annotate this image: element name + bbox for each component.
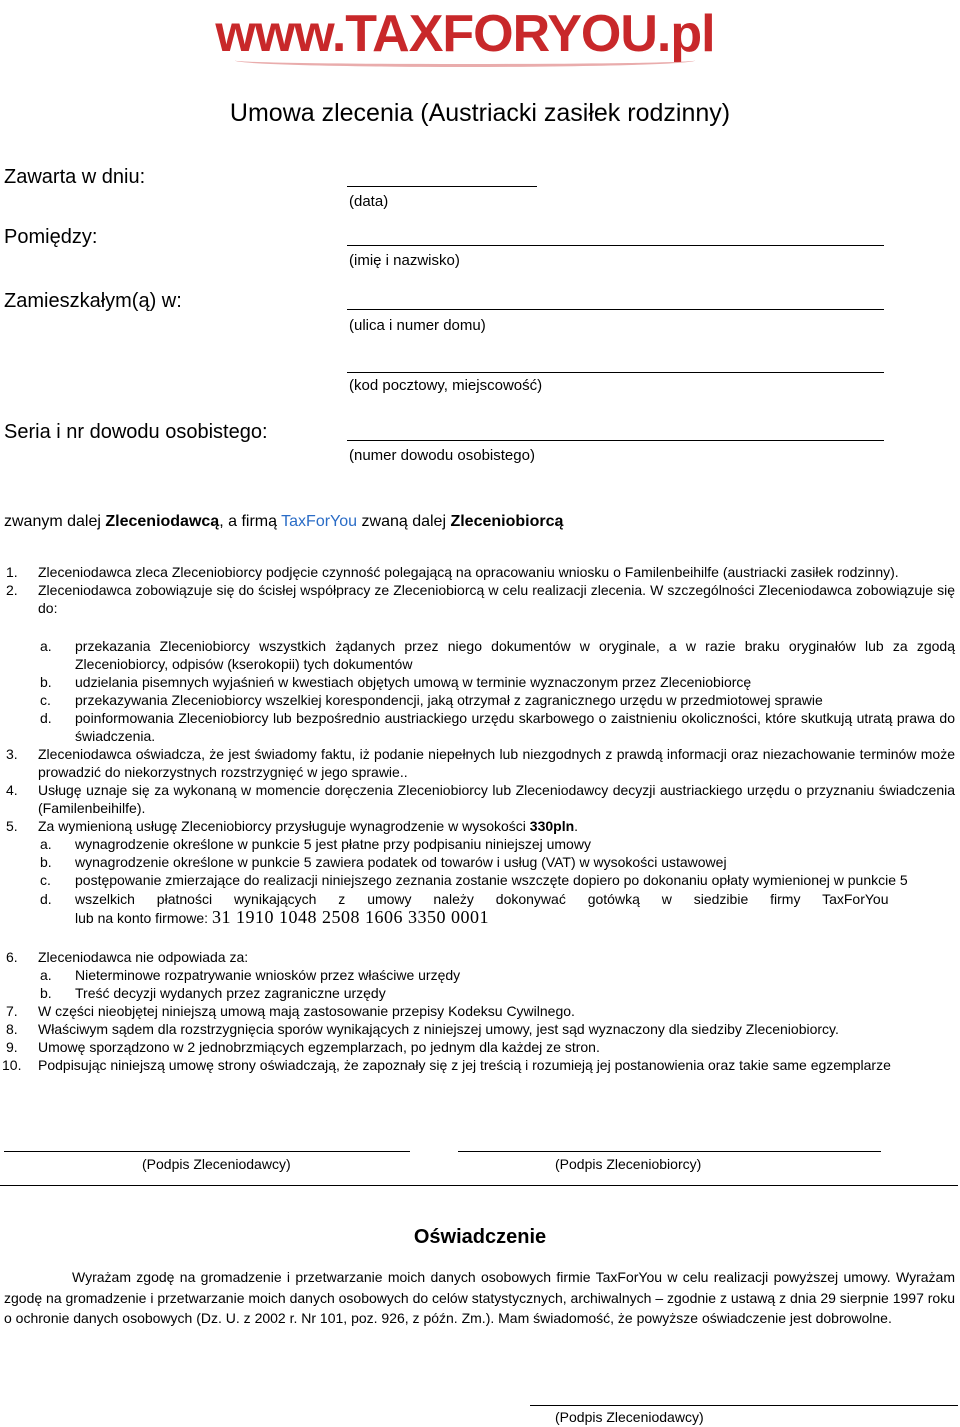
clauses-list-3 [0, 948, 955, 966]
clause-text: Zleceniodawca oświadcza, że jest świadomy faktu, iż podanie niepełnych lub niezgodnych z prawdą informacji oraz niezachowanie terminów może prowadzić do niekorzystnych rozstrzygnięć w jego sprawie.. [38, 746, 955, 780]
address-label: Zamieszkałym(ą) w: [4, 290, 182, 312]
item-letter: a. [40, 638, 52, 654]
document-title: Umowa zlecenia (Austriacki zasiłek rodzinny) [229, 99, 731, 127]
postal-line [347, 372, 884, 373]
clause-7 [0, 1002, 955, 1020]
item-text: przekazania Zleceniobiorcy wszystkich żądanych przez niego dokumentów w oryginale, a w razie braku oryginałów lub za zgodą Zleceniobiorcy, odpisów (kserokopii) tych dokumentów [75, 638, 955, 672]
declaration-text: Wyrażam zgodę na gromadzenie i przetwarzanie moich danych osobowych firmie TaxForYou w celu realizacji powyższej umowy. Wyrażam zgodę na gromadzenie i przetwarzanie moich danych osobowych do celów statystycznych, archiwalnych – zgodnie z ustawą z dnia 29 sierpnie 1997 roku o ochronie danych osobowych (Dz. U. z 2002 r. Nr 101, poz. 926, z późn. Zm.). Mam świadomość, że powyższe oświadczenie jest dobrowolne. [4, 1269, 955, 1326]
intro-text-1: zwanym dalej [4, 513, 106, 530]
clause-number: 5. [6, 818, 18, 834]
principal-signature-label: (Podpis Zleceniodawcy) [142, 1156, 291, 1172]
item-text: przekazywania Zleceniobiorcy wszelkiej korespondencji, jaką otrzymał z zagranicznego urzędu w przedmiotowej sprawie [75, 692, 823, 708]
item-letter: c. [40, 872, 51, 888]
date-hint: (data) [349, 193, 389, 210]
item-text: Treść decyzji wydanych przez zagraniczne urzędy [75, 985, 386, 1001]
item-text: postępowanie zmierzające do realizacji niniejszego zeznania zostanie wszczęte dopiero po dokonaniu opłaty wymienionej w punkcie 5 [75, 872, 908, 888]
clause-10 [0, 1056, 955, 1074]
item-letter: d. [40, 710, 52, 726]
clause-text: Za wymienioną usługę Zleceniobiorcy przysługuje wynagrodzenie w wysokości [38, 818, 530, 834]
company-name: TaxForYou [281, 513, 358, 530]
clause-6-item-b [0, 984, 955, 1002]
clause-text: Umowę sporządzono w 2 jednobrzmiących egzemplarzach, po jednym dla każdej ze stron. [38, 1039, 600, 1055]
item-letter: d. [40, 891, 52, 907]
logo-swoosh [235, 54, 695, 67]
item-letter: b. [40, 985, 52, 1001]
name-hint: (imię i nazwisko) [349, 252, 460, 269]
clause-text: Zleceniodawca zobowiązuje się do ścisłej współpracy ze Zleceniobiorcą w celu realizacji zlecenia. W szczególności Zleceniodawca zobowiązuje się do: [38, 582, 955, 616]
logo-text: www.TAXFORYOU.pl [215, 5, 715, 63]
clause-8 [0, 1020, 955, 1038]
clause-number: 8. [6, 1021, 18, 1037]
clause-5 [0, 817, 955, 835]
principal-signature-line [4, 1151, 410, 1152]
clause-6-items [0, 966, 955, 1002]
clause-text: Zleceniodawca zleca Zleceniobiorcy podjęcie czynność polegającą na opracowaniu wniosku o Familenbeihilfe (austriacki zasiłek rodzinny). [38, 564, 899, 580]
item-text: poinformowania Zleceniobiorcy lub bezpośrednio austriackiego urzędu skarbowego o zaistnieniu okoliczności, które skutkują utratą prawa do świadczenia. [75, 710, 955, 744]
bank-account-number: 31 1910 1048 2508 1606 3350 0001 [211, 907, 489, 927]
item-letter: b. [40, 854, 52, 870]
intro-text-2: , a firmą [219, 513, 282, 530]
clauses-list-2 [0, 745, 955, 835]
fee-amount: 330pln [529, 818, 575, 834]
item-text: wszelkich płatności wynikających z umowy należy dokonywać gotówką w siedzibie firmy TaxForYou [75, 891, 889, 907]
name-line [347, 245, 884, 246]
clause-9 [0, 1038, 955, 1056]
clause-4 [0, 781, 955, 817]
clause-2-item-c [0, 691, 955, 709]
account-label: lub na konto firmowe: [75, 910, 212, 926]
clause-number: 1. [6, 564, 18, 580]
parties-intro [4, 513, 563, 531]
clause-text: W części nieobjętej niniejszą umową mają zastosowanie przepisy Kodeksu Cywilnego. [38, 1003, 575, 1019]
clause-2-item-d [0, 709, 955, 745]
clauses-list-4 [0, 1002, 955, 1074]
clause-1 [0, 563, 955, 581]
street-hint: (ulica i numer domu) [349, 317, 486, 334]
contractor-signature-label: (Podpis Zleceniobiorcy) [555, 1156, 702, 1172]
item-letter: b. [40, 674, 52, 690]
clause-number: 7. [6, 1003, 18, 1019]
clause-text: Właściwym sądem dla rozstrzygnięcia sporów wynikających z niniejszej umowy, jest sąd wyznaczony dla siedziby Zleceniobiorcy. [38, 1021, 839, 1037]
intro-text-3: zwaną dalej [357, 513, 451, 530]
declaration-signature-line [530, 1405, 958, 1406]
item-text: wynagrodzenie określone w punkcie 5 zawiera podatek od towarów i usług (VAT) w wysokości ustawowej [75, 854, 727, 870]
contractor-term: Zleceniobiorcą [450, 513, 564, 530]
between-label: Pomiędzy: [4, 226, 98, 248]
declaration-title: Oświadczenie [413, 1226, 547, 1248]
clause-text: Podpisując niniejszą umowę strony oświadczają, że zapoznały się z jej treścią i rozumieją jej postanowienia oraz takie same egzemplarze [38, 1057, 891, 1073]
clause-number: 3. [6, 746, 18, 762]
clause-number: 6. [6, 949, 18, 965]
clauses-list [0, 563, 955, 617]
clause-text: Usługę uznaje się za wykonaną w momencie doręczenia Zleceniobiorcy lub Zleceniodawcy decyzji austriackiego urzędu o przyznaniu świadczenia (Familenbeihilfe). [38, 782, 955, 816]
company-logo [195, 4, 735, 66]
clause-5-item-c [0, 871, 955, 889]
date-line [347, 186, 537, 187]
clause-2-item-b [0, 673, 955, 691]
item-text: udzielania pisemnych wyjaśnień w kwestiach objętych umową w terminie wyznaczonym przez Zleceniobiorcę [75, 674, 752, 690]
clause-2 [0, 581, 955, 617]
clause-5-item-d [0, 890, 955, 927]
section-divider [0, 1185, 958, 1186]
clause-3 [0, 745, 955, 781]
clause-text-end: . [574, 818, 579, 834]
clause-6-item-a [0, 966, 955, 984]
clause-number: 4. [6, 782, 18, 798]
declaration-signature-label: (Podpis Zleceniodawcy) [555, 1409, 704, 1425]
clause-text: Zleceniodawca nie odpowiada za: [38, 949, 249, 965]
clause-5-item-b [0, 853, 955, 871]
id-line [347, 440, 884, 441]
date-label: Zawarta w dniu: [4, 166, 146, 188]
item-text: wynagrodzenie określone w punkcie 5 jest płatne przy podpisaniu niniejszej umowy [75, 836, 591, 852]
id-label: Seria i nr dowodu osobistego: [4, 421, 268, 443]
clause-5-items [0, 835, 955, 927]
item-text: Nieterminowe rozpatrywanie wniosków przez właściwe urzędy [75, 967, 461, 983]
contractor-signature-line [458, 1151, 881, 1152]
clause-number: 2. [6, 582, 18, 598]
postal-hint: (kod pocztowy, miejscowość) [349, 377, 543, 394]
item-letter: c. [40, 692, 51, 708]
principal-term: Zleceniodawcą [105, 513, 220, 530]
clause-number: 10. [2, 1057, 22, 1073]
clause-2-item-a [0, 637, 955, 673]
clause-5-item-a [0, 835, 955, 853]
clause-6 [0, 948, 955, 966]
id-hint: (numer dowodu osobistego) [349, 447, 535, 464]
clause-2-items [0, 637, 955, 745]
item-letter: a. [40, 836, 52, 852]
item-letter: a. [40, 967, 52, 983]
street-line [347, 309, 884, 310]
clause-number: 9. [6, 1039, 18, 1055]
